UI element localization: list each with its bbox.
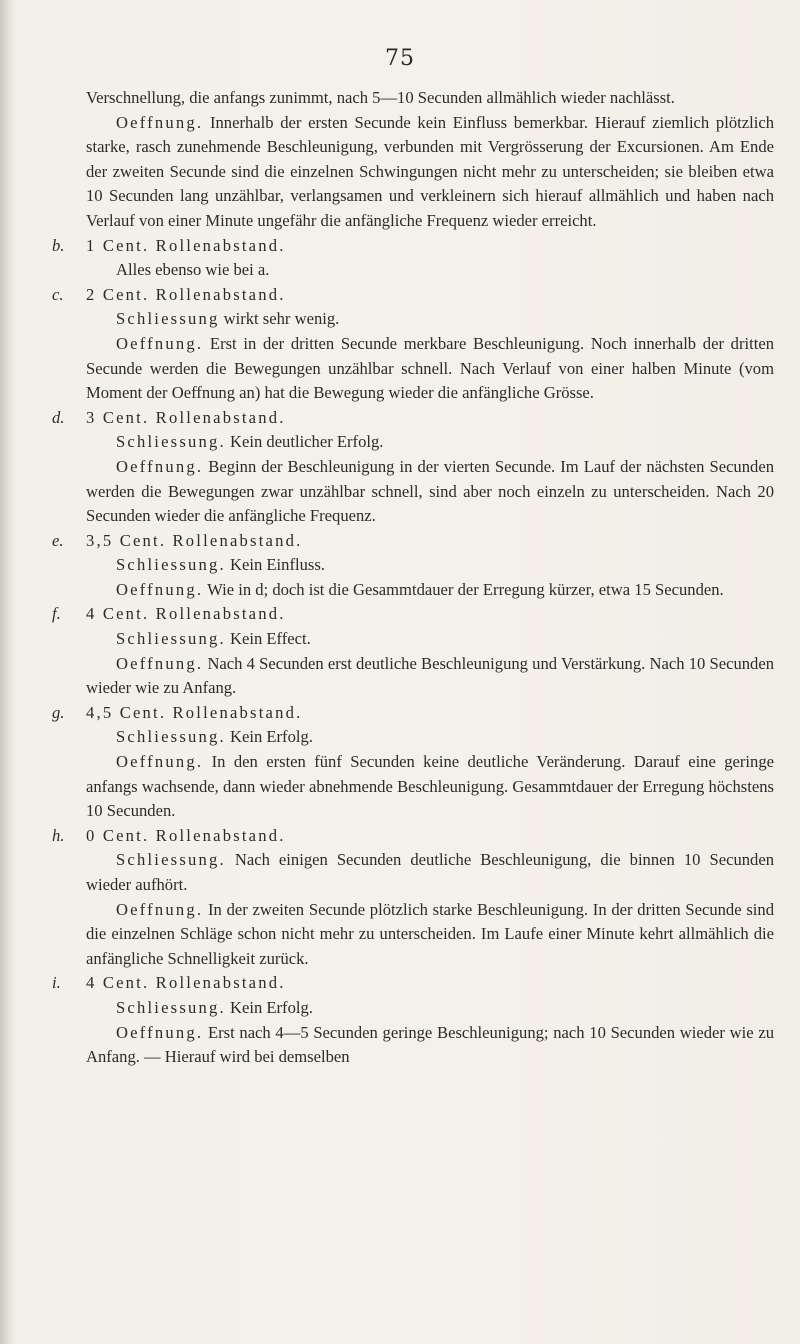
section-title: 4 Cent. Rollenabstand. bbox=[86, 604, 286, 624]
page-number: 75 bbox=[385, 46, 415, 71]
section-label: f. bbox=[52, 604, 61, 624]
section-label: h. bbox=[52, 825, 65, 845]
section-title-row bbox=[52, 406, 774, 431]
section-i bbox=[52, 971, 774, 1069]
section-line-heading: Schliessung. bbox=[116, 432, 226, 452]
section-line bbox=[56, 627, 774, 652]
section-label: g. bbox=[52, 702, 65, 722]
section-title: 3,5 Cent. Rollenabstand. bbox=[86, 530, 303, 550]
section-line-heading: Schliessung bbox=[116, 309, 220, 329]
section-title-row bbox=[52, 971, 774, 996]
section-label: c. bbox=[52, 284, 64, 304]
section-line-text: wirkt sehr wenig. bbox=[219, 309, 340, 329]
section-line-heading: Oeffnung. bbox=[116, 456, 204, 476]
paragraph-heading: Oeffnung. bbox=[116, 112, 204, 132]
section-line-text: In der zweiten Secunde plötzlich starke Beschleunigung. In der dritten Secunde sind die einzelnen Schläge schon nicht mehr zu unterscheiden. Im Laufe einer Minute kehrt allmählich die anfängliche Schnelligkeit zurück. bbox=[86, 899, 774, 968]
section-title: 4,5 Cent. Rollenabstand. bbox=[86, 702, 303, 722]
section-line-heading: Schliessung. bbox=[116, 727, 226, 747]
section-title-row bbox=[52, 234, 774, 259]
section-line-heading: Oeffnung. bbox=[116, 333, 204, 353]
section-label: b. bbox=[52, 235, 65, 255]
section-line bbox=[56, 455, 774, 529]
section-title-row bbox=[52, 824, 774, 849]
paragraph-intro bbox=[56, 86, 774, 111]
section-title: 4 Cent. Rollenabstand. bbox=[86, 973, 286, 993]
paragraph-text: Verschnellung, die anfangs zunimmt, nach 5—10 Secunden allmählich wieder nachlässt. bbox=[86, 88, 675, 107]
section-line bbox=[56, 750, 774, 824]
section-title-row bbox=[52, 283, 774, 308]
section-line bbox=[56, 848, 774, 897]
section-line-heading: Oeffnung. bbox=[116, 653, 204, 673]
section-line-heading: Oeffnung. bbox=[116, 752, 204, 772]
section-b bbox=[52, 234, 774, 283]
section-line-text: Nach einigen Secunden deutliche Beschleunigung, die binnen 10 Secunden wieder aufhört. bbox=[86, 850, 774, 894]
section-d bbox=[52, 406, 774, 529]
section-title: 2 Cent. Rollenabstand. bbox=[86, 284, 286, 304]
section-line bbox=[56, 898, 774, 972]
page-gutter-shadow bbox=[0, 0, 14, 1344]
section-e bbox=[52, 529, 774, 603]
section-line bbox=[56, 332, 774, 406]
section-line bbox=[56, 1021, 774, 1070]
section-label: e. bbox=[52, 530, 64, 550]
section-line-text: Alles ebenso wie bei a. bbox=[116, 260, 270, 280]
section-line-text: In den ersten fünf Secunden keine deutliche Veränderung. Darauf eine geringe anfangs wachsende, dann wieder abnehmende Beschleunigung. Gesammtdauer der Erregung höchstens 10 Secunden. bbox=[86, 752, 774, 821]
section-line-text: Wie in d; doch ist die Gesammtdauer der Erregung kürzer, etwa 15 Secunden. bbox=[203, 579, 724, 599]
section-title-row bbox=[52, 529, 774, 554]
section-g bbox=[52, 701, 774, 824]
section-line-text: Kein Einfluss. bbox=[225, 555, 325, 575]
section-line-heading: Schliessung. bbox=[116, 850, 226, 870]
section-label: i. bbox=[52, 973, 61, 993]
section-line bbox=[56, 553, 774, 578]
section-line bbox=[56, 578, 774, 603]
section-title-row bbox=[52, 701, 774, 726]
section-line-text: Kein deutlicher Erfolg. bbox=[225, 432, 384, 452]
section-line-text: Kein Effect. bbox=[225, 629, 311, 649]
section-line bbox=[56, 725, 774, 750]
section-line bbox=[56, 307, 774, 332]
section-line-text: Kein Erfolg. bbox=[225, 997, 313, 1017]
section-line-heading: Schliessung. bbox=[116, 555, 226, 575]
section-title: 3 Cent. Rollenabstand. bbox=[86, 407, 286, 427]
section-title: 1 Cent. Rollenabstand. bbox=[86, 235, 286, 255]
section-line bbox=[56, 258, 774, 283]
body-text bbox=[52, 86, 774, 1070]
section-label: d. bbox=[52, 407, 65, 427]
section-line-heading: Oeffnung. bbox=[116, 579, 204, 599]
section-line-text: Erst in der dritten Secunde merkbare Beschleunigung. Noch innerhalb der dritten Secunde werden die Bewegungen unzählbar schnell. Nach Verlauf von einer halben Minute (vom Moment der Oeffnung an) hat die Bewegung wieder die anfängliche Grösse. bbox=[86, 333, 774, 403]
section-f bbox=[52, 602, 774, 700]
section-title-row bbox=[52, 602, 774, 627]
section-line bbox=[56, 996, 774, 1021]
section-line-heading: Oeffnung. bbox=[116, 1022, 204, 1042]
section-line-heading: Oeffnung. bbox=[116, 899, 204, 919]
section-line-text: Nach 4 Secunden erst deutliche Beschleunigung und Verstärkung. Nach 10 Secunden wieder wie zu Anfang. bbox=[86, 653, 774, 698]
section-h bbox=[52, 824, 774, 972]
section-line-heading: Schliessung. bbox=[116, 997, 226, 1017]
section-line-heading: Schliessung. bbox=[116, 629, 226, 649]
section-title: 0 Cent. Rollenabstand. bbox=[86, 825, 286, 845]
section-line-text: Kein Erfolg. bbox=[225, 727, 313, 747]
paragraph-oeffnung-a bbox=[56, 111, 774, 234]
section-line bbox=[56, 430, 774, 455]
paragraph-text: Innerhalb der ersten Secunde kein Einfluss bemerkbar. Hierauf ziemlich plötzlich starke, rasch zunehmende Beschleunigung, verbunden mit Vergrösserung der Excursionen. Am Ende der zweiten Secunde sind die einzelnen Schwingungen nicht mehr zu unterscheiden; sie bleiben etwa 10 Secunden lang unzählbar, verlangsamen und verkleinern sich hierauf allmählich und haben nach Verlauf von einer Minute ungefähr die anfängliche Frequenz wieder erreicht. bbox=[86, 112, 774, 230]
section-line-text: Erst nach 4—5 Secunden geringe Beschleunigung; nach 10 Secunden wieder wie zu Anfang. — Hierauf wird bei demselben bbox=[86, 1022, 774, 1067]
section-line-text: Beginn der Beschleunigung in der vierten Secunde. Im Lauf der nächsten Secunden werden die Bewegungen zwar unzählbar schnell, sind aber noch einzeln zu unterscheiden. Nach 20 Secunden wieder die anfängliche Frequenz. bbox=[86, 456, 774, 526]
section-line bbox=[56, 652, 774, 701]
section-c bbox=[52, 283, 774, 406]
